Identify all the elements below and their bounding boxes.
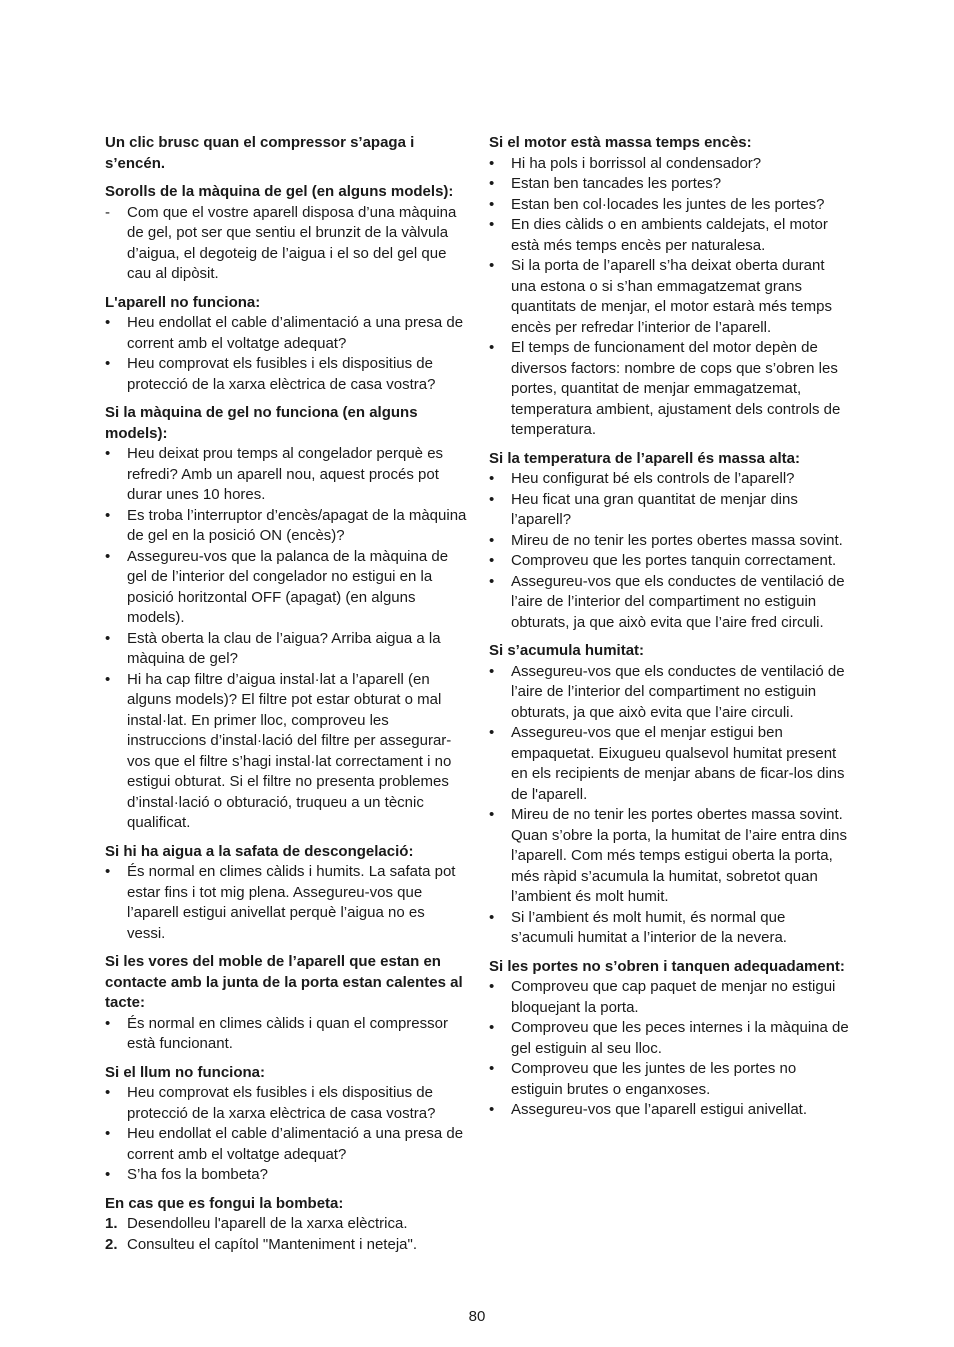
list-item [489, 256, 851, 338]
list-item [489, 1059, 851, 1100]
section-heading: Si les vores del moble de l’aparell que estan en contacte amb la junta de la porta estan calentes al tacte: [105, 953, 463, 1011]
section-heading: Si el llum no funciona: [105, 1063, 266, 1081]
bullet-marker: • [105, 547, 111, 565]
list-item [489, 1018, 851, 1059]
list-item [105, 506, 467, 547]
list-item [105, 547, 467, 629]
list-item [489, 908, 851, 949]
list-item [489, 572, 851, 634]
section-heading: Un clic brusc quan el compressor s’apaga i s’encén. [105, 134, 415, 172]
section-si-s-acumula-humitat [489, 641, 851, 949]
list-item [489, 215, 851, 256]
item-text: És normal en climes càlids i humits. La safata pot estar fins i tot mig plena. Assegureu-vos que l’aparell estigui anivellat perquè l’aigua no es vessi. [127, 863, 456, 942]
list-item [105, 862, 467, 944]
bullet-marker: • [489, 1101, 495, 1118]
bullet-list [105, 862, 467, 944]
bullet-marker: • [489, 806, 495, 823]
list-item [489, 531, 851, 552]
bullet-marker: • [489, 216, 495, 233]
item-text: Estan ben tancades les portes? [511, 175, 722, 192]
item-number: 1. [105, 1215, 118, 1232]
list-item [489, 805, 851, 908]
list-item [105, 629, 467, 670]
section-heading: Si la màquina de gel no funciona (en alguns models): [105, 404, 418, 442]
bullet-marker: • [489, 531, 495, 549]
item-text: Assegureu-vos que la palanca de la màquina de gel de l’interior del congelador no estigui en la posició horitzontal OFF (apagat) (en alguns models). [127, 547, 449, 626]
item-text: Comproveu que les peces internes i la màquina de gel estiguin al seu lloc. [511, 1019, 849, 1057]
section-si-les-portes-no-s-obren-i-tanquen-adequ [489, 957, 851, 1121]
section-heading: Sorolls de la màquina de gel (en alguns models): [105, 183, 454, 200]
item-text: Assegureu-vos que els conductes de ventilació de l’aire de l’interior del compartiment no estiguin obturats, ja que això evita que l’aire fred circuli. [511, 572, 845, 631]
list-item [489, 1100, 851, 1121]
list-item [105, 313, 467, 354]
bullet-list [105, 1083, 467, 1186]
bullet-marker: • [489, 175, 495, 192]
bullet-marker: • [105, 355, 111, 372]
page-number: 80 [468, 1308, 486, 1325]
item-text: Heu ficat una gran quantitat de menjar dins l’aparell? [511, 490, 798, 528]
item-text: Mireu de no tenir les portes obertes massa sovint. Quan s’obre la porta, la humitat de l’aire entra dins l’aparell. Com més temps estigui oberta la porta, més ràpid s’acumula la humitat, sobretot quan l’ambient és molt humit. [511, 806, 848, 905]
item-text: Desendolleu l'aparell de la xarxa elèctrica. [127, 1215, 408, 1232]
list-item [489, 551, 851, 572]
item-text: Assegureu-vos que l’aparell estigui anivellat. [511, 1101, 808, 1118]
bullet-marker: • [105, 314, 111, 331]
bullet-list [489, 154, 851, 441]
item-text: Heu endollat el cable d’alimentació a una presa de corrent amb el voltatge adequat? [127, 1125, 464, 1163]
item-text: Heu deixat prou temps al congelador perquè es refredi? Amb un aparell nou, aquest procés pot durar unes 10 hores. [127, 445, 444, 503]
bullet-marker: • [105, 1166, 111, 1183]
list-item [105, 1235, 467, 1256]
item-text: És normal en climes càlids i quan el compressor està funcionant. [127, 1014, 448, 1052]
item-text: Heu comprovat els fusibles i els dispositius de protecció de la xarxa elèctrica de casa vostra? [127, 355, 436, 393]
bullet-marker: • [105, 445, 111, 462]
bullet-marker: • [489, 908, 495, 926]
bullet-list [489, 977, 851, 1121]
bullet-marker: • [489, 572, 495, 590]
section-heading: Si el motor està massa temps encès: [489, 134, 752, 151]
bullet-marker: • [489, 470, 495, 487]
item-text: Si la porta de l’aparell s’ha deixat oberta durant una estona o si s’han emmagatzemat grans quantitats de menjar, el motor estarà més temps encès per refredar l’interior de l’aparell. [511, 257, 832, 336]
item-text: Comproveu que les portes tanquin correctament. [511, 552, 837, 569]
bullet-marker: • [105, 863, 111, 880]
item-text: Heu comprovat els fusibles i els dispositius de protecció de la xarxa elèctrica de casa vostra? [127, 1084, 436, 1122]
list-item [489, 154, 851, 175]
item-text: Si l’ambient és molt humit, és normal que s’acumuli humitat a l’interior de la nevera. [511, 908, 787, 946]
bullet-list [105, 1014, 467, 1055]
section-si-hi-ha-aigua-a-la-safata-de-descongela [105, 842, 467, 945]
list-item [489, 174, 851, 195]
list-item [105, 354, 467, 395]
list-item [105, 1124, 467, 1165]
section-si-el-motor-esta-massa-temps-ences [489, 133, 851, 441]
bullet-list [489, 662, 851, 949]
item-text: Està oberta la clau de l’aigua? Arriba aigua a la màquina de gel? [127, 629, 441, 667]
section-sorolls-de-la-maquina-de-gel-en-alguns-m [105, 182, 467, 285]
section-heading: Si hi ha aigua a la safata de descongelació: [105, 842, 414, 860]
bullet-marker: • [489, 724, 495, 741]
item-text: En dies càlids o en ambients caldejats, el motor està més temps encès per naturalesa. [511, 216, 828, 254]
item-number: 2. [105, 1235, 118, 1253]
bullet-marker: - [105, 203, 110, 221]
item-text: Heu endollat el cable d’alimentació a una presa de corrent amb el voltatge adequat? [127, 314, 464, 352]
bullet-list [105, 444, 467, 834]
bullet-marker: • [489, 1060, 495, 1077]
list-item [489, 662, 851, 724]
section-heading: En cas que es fongui la bombeta: [105, 1194, 344, 1212]
bullet-marker: • [489, 978, 495, 995]
list-item [105, 444, 467, 506]
section-heading: Si les portes no s’obren i tanquen adequadament: [489, 957, 845, 975]
list-item [105, 203, 467, 285]
item-text: Consulteu el capítol "Manteniment i neteja". [127, 1235, 417, 1253]
bullet-marker: • [489, 552, 495, 569]
list-item [489, 469, 851, 490]
item-text: Assegureu-vos que els conductes de ventilació de l’aire de l’interior del compartiment no estiguin obturats, ja que això evita que l’aire circuli. [511, 662, 845, 721]
bullet-marker: • [105, 1014, 111, 1032]
section-si-les-vores-del-moble-de-l-aparell-que- [105, 952, 467, 1055]
bullet-marker: • [489, 662, 495, 680]
list-item [489, 490, 851, 531]
bullet-marker: • [489, 339, 495, 356]
item-text: Mireu de no tenir les portes obertes massa sovint. [511, 531, 843, 549]
item-text: Comproveu que cap paquet de menjar no estigui bloquejant la porta. [511, 978, 836, 1016]
numbered-list [105, 1214, 467, 1255]
item-text: Estan ben col·locades les juntes de les portes? [511, 195, 825, 213]
item-text: Hi ha cap filtre d’aigua instal·lat a l’aparell (en alguns models)? El filtre pot estar obturat o mal instal·lat. En primer lloc, comproveu les instruccions d’instal·lació del filtre per assegurar-vos que el filtre s’hagi instal·lat correctament i no estigui obturat. Si el filtre no presenta problemes d’instal·lació o obturació, truqueu a un tècnic qualificat. [127, 670, 452, 831]
bullet-marker: • [489, 490, 495, 508]
left-column [105, 133, 467, 1263]
item-text: S’ha fos la bombeta? [127, 1166, 268, 1183]
bullet-marker: • [105, 506, 111, 524]
section-heading: Si s’acumula humitat: [489, 642, 645, 659]
section-heading: L'aparell no funciona: [105, 293, 261, 311]
item-text: Comproveu que les juntes de les portes no estiguin brutes o enganxoses. [511, 1060, 797, 1098]
bullet-list [105, 313, 467, 395]
section-heading: Si la temperatura de l’aparell és massa alta: [489, 449, 800, 467]
list-item [489, 723, 851, 805]
section-l-aparell-no-funciona [105, 293, 467, 396]
item-text: Heu configurat bé els controls de l’aparell? [511, 470, 795, 487]
item-text: El temps de funcionament del motor depèn de diversos factors: nombre de cops que s’obren les portes, quantitat de menjar emmagatzemat, temperatura ambient, ajustament dels controls de temperatura. [511, 339, 841, 438]
item-text: Es troba l’interruptor d’encès/apagat de la màquina de gel en la posició ON (encès)? [127, 506, 467, 544]
list-item [105, 1165, 467, 1186]
section-si-la-temperatura-de-l-aparell-es-massa- [489, 449, 851, 634]
bullet-marker: • [105, 629, 111, 647]
item-text: Com que el vostre aparell disposa d’una màquina de gel, pot ser que sentiu el brunzit de la vàlvula d’aigua, el degoteig de l’aigua i el so del gel que cau al dipòsit. [127, 203, 457, 282]
bullet-marker: • [489, 257, 495, 274]
bullet-marker: • [105, 1125, 111, 1142]
right-column [489, 133, 851, 1129]
section-si-el-llum-no-funciona [105, 1063, 467, 1186]
bullet-list [105, 203, 467, 285]
list-item [105, 670, 467, 834]
list-item [489, 195, 851, 216]
list-item [105, 1214, 467, 1235]
bullet-marker: • [105, 1084, 111, 1101]
list-item [105, 1083, 467, 1124]
bullet-marker: • [105, 670, 111, 688]
list-item [489, 977, 851, 1018]
bullet-marker: • [489, 154, 495, 172]
section-un-clic-brusc-quan-el-compressor-s-apaga [105, 133, 467, 174]
item-text: Hi ha pols i borrissol al condensador? [511, 154, 762, 172]
section-si-la-maquina-de-gel-no-funciona-en-algu [105, 403, 467, 834]
bullet-list [489, 469, 851, 633]
item-text: Assegureu-vos que el menjar estigui ben empaquetat. Eixugueu qualsevol humitat present en els recipients de menjar abans de ficar-los dins de l'aparell. [511, 724, 845, 803]
bullet-marker: • [489, 195, 495, 213]
list-item [105, 1014, 467, 1055]
section-en-cas-que-es-fongui-la-bombeta [105, 1194, 467, 1256]
list-item [489, 338, 851, 441]
bullet-marker: • [489, 1019, 495, 1036]
